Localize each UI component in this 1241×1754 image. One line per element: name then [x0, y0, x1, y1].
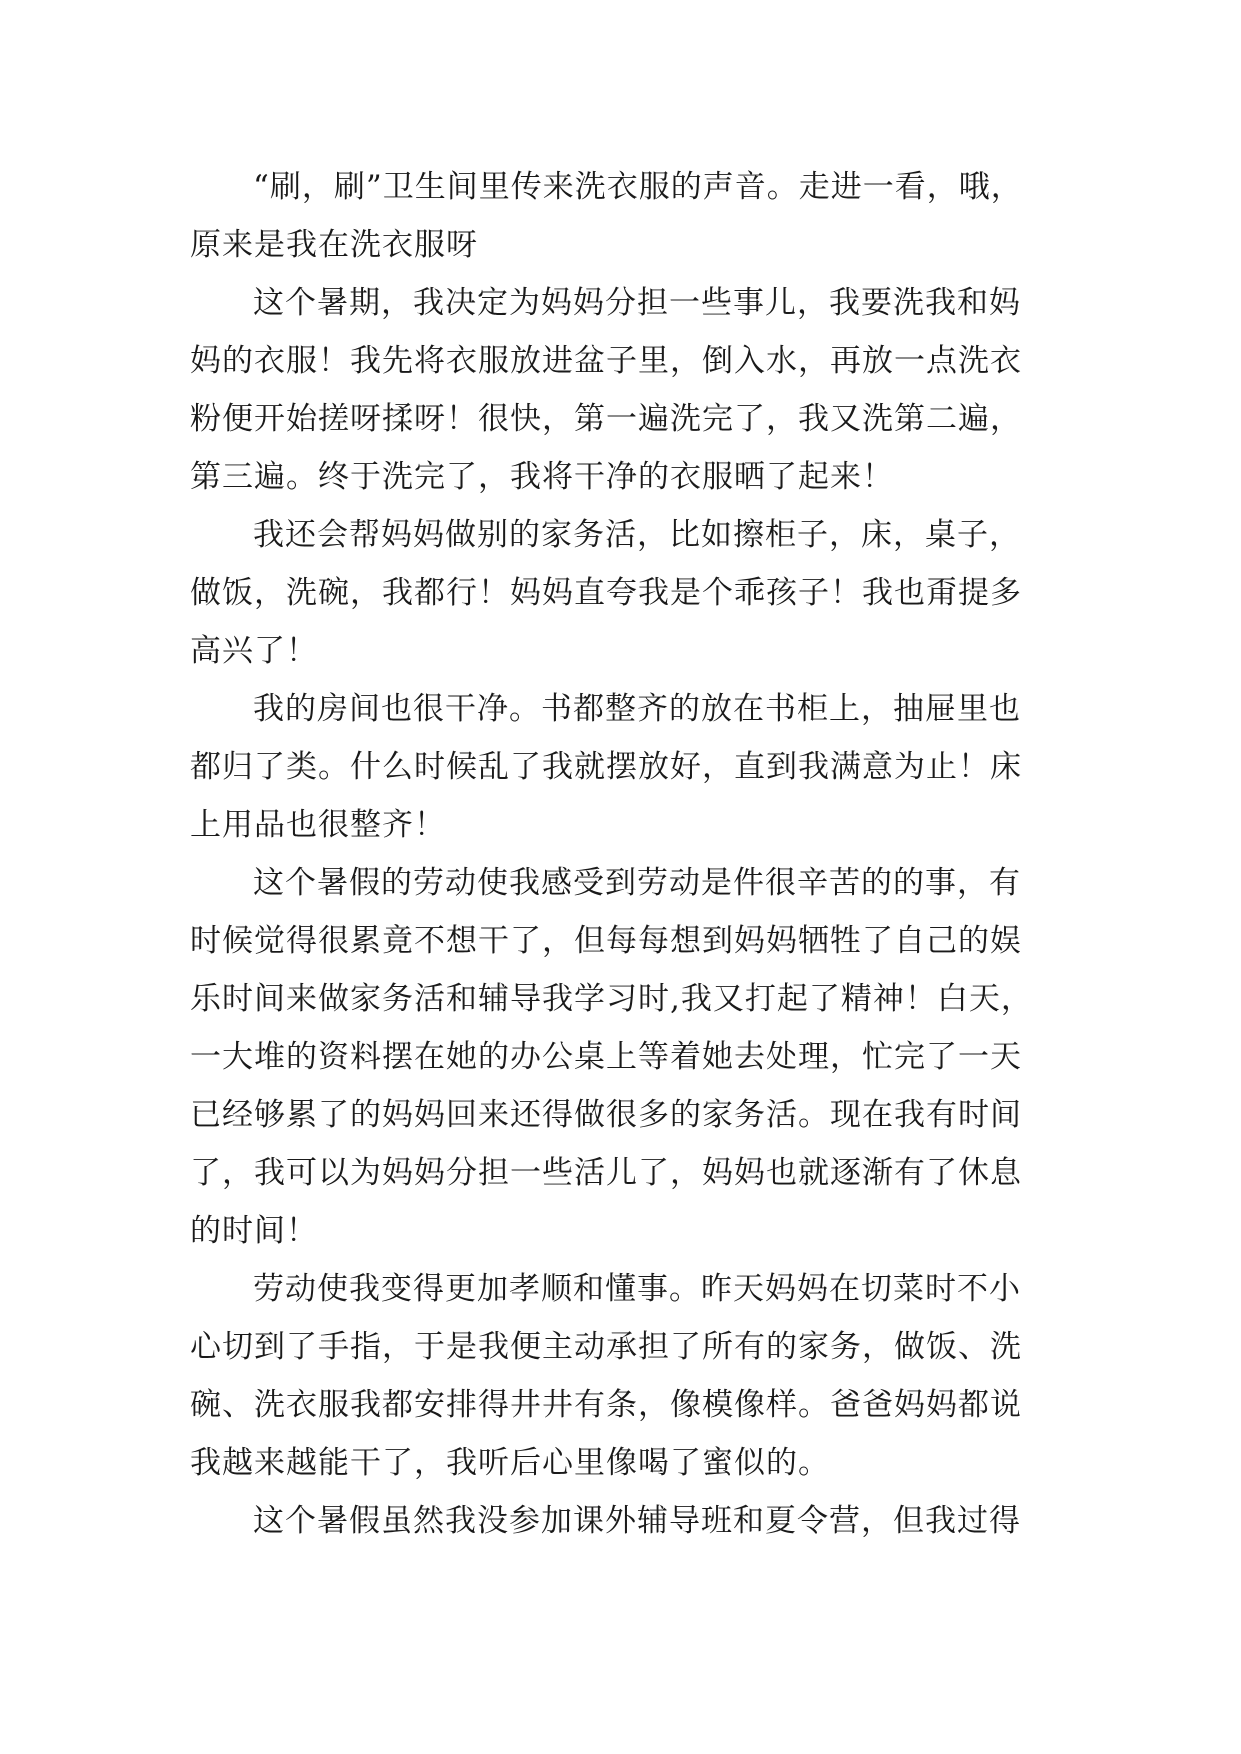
text-line: 上用品也很整齐！ [190, 807, 446, 843]
text-line: 妈的衣服！我先将衣服放进盆子里，倒入水，再放一点洗衣 [190, 343, 1022, 379]
text-line: 碗、洗衣服我都安排得井井有条，像模像样。爸爸妈妈都说 [190, 1387, 1022, 1423]
text-line: 乐时间来做家务活和辅导我学习时,我又打起了精神！白天， [190, 981, 1033, 1017]
text-line: 我越来越能干了，我听后心里像喝了蜜似的。 [190, 1445, 830, 1481]
text-line: 这个暑假的劳动使我感受到劳动是件很辛苦的的事，有 [253, 865, 1021, 901]
text-line: 一大堆的资料摆在她的办公桌上等着她去处理，忙完了一天 [190, 1039, 1022, 1075]
text-line: 劳动使我变得更加孝顺和懂事。昨天妈妈在切菜时不小 [253, 1271, 1021, 1307]
text-line: 这个暑假虽然我没参加课外辅导班和夏令营，但我过得 [253, 1503, 1021, 1539]
text-line: 的时间！ [190, 1213, 318, 1249]
text-line: 都归了类。什么时候乱了我就摆放好，直到我满意为止！床 [190, 749, 1022, 785]
text-line: 我的房间也很干净。书都整齐的放在书柜上，抽屉里也 [253, 691, 1021, 727]
text-line: 了，我可以为妈妈分担一些活儿了，妈妈也就逐渐有了休息 [190, 1155, 1022, 1191]
text-line: 做饭，洗碗，我都行！妈妈直夸我是个乖孩子！我也甭提多 [190, 575, 1022, 611]
text-line: 这个暑期，我决定为妈妈分担一些事儿，我要洗我和妈 [253, 285, 1021, 321]
text-line: 粉便开始搓呀揉呀！很快，第一遍洗完了，我又洗第二遍， [190, 401, 1022, 437]
text-line: 我还会帮妈妈做别的家务活，比如擦柜子，床，桌子， [253, 517, 1021, 553]
text-line: 第三遍。终于洗完了，我将干净的衣服晒了起来！ [190, 459, 894, 495]
text-line: 时候觉得很累竟不想干了，但每每想到妈妈牺牲了自己的娱 [190, 923, 1022, 959]
text-line: 原来是我在洗衣服呀 [190, 227, 478, 263]
text-line: “刷，刷”卫生间里传来洗衣服的声音。走进一看，哦， [253, 169, 1023, 205]
text-line: 已经够累了的妈妈回来还得做很多的家务活。现在我有时间 [190, 1097, 1022, 1133]
text-line: 高兴了！ [190, 633, 318, 669]
text-line: 心切到了手指，于是我便主动承担了所有的家务，做饭、洗 [190, 1329, 1022, 1365]
